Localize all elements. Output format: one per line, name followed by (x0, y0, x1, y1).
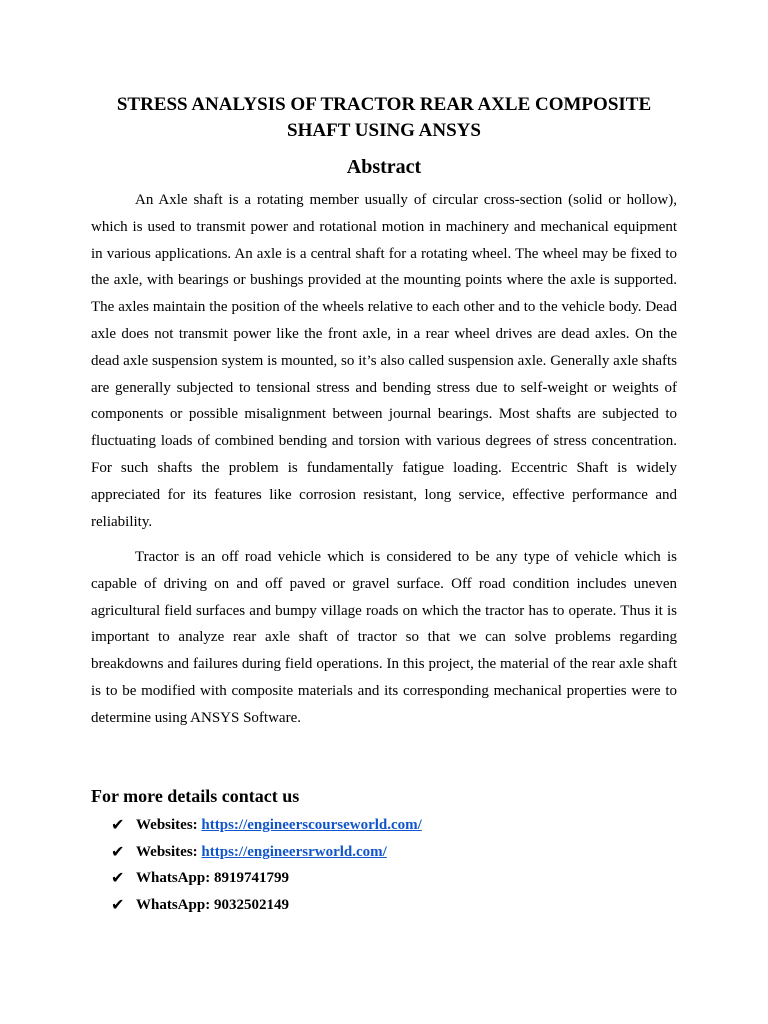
website-link-1[interactable]: https://engineerscourseworld.com/ (201, 817, 422, 833)
contact-label: WhatsApp: (136, 870, 214, 886)
checkmark-icon: ✔ (111, 815, 125, 834)
contact-label: Websites: (136, 817, 202, 833)
contact-list (91, 812, 422, 918)
checkmark-icon: ✔ (111, 894, 125, 914)
contact-label: WhatsApp: (136, 896, 214, 913)
abstract-heading: Abstract (346, 156, 422, 178)
title-line-2: SHAFT USING ANSYS (287, 120, 481, 141)
contact-item-website-1 (91, 812, 422, 839)
contact-heading: For more details contact us (91, 786, 300, 806)
document-title (80, 92, 688, 144)
abstract-paragraph-2: Tractor is an off road vehicle which is considered to be any type of vehicle which is capable of driving on and off paved or gravel surface. Off road condition includes uneven agricultural field surfaces and bumpy village roads on which the tractor has to operate. Thus it is important to analyze rear axle shaft of tractor so that we can solve problems regarding breakdowns and failures during field operations. In this project, the material of the rear axle shaft is to be modified with composite materials and its corresponding mechanical properties were to determine using ANSYS Software. (91, 549, 677, 726)
whatsapp-number-1: 8919741799 (213, 870, 289, 886)
contact-item-whatsapp-2 (91, 892, 422, 919)
checkmark-icon: ✔ (111, 841, 125, 861)
whatsapp-number-2: 9032502149 (213, 896, 289, 913)
title-line-1: STRESS ANALYSIS OF TRACTOR REAR AXLE COMPOSITE (116, 94, 652, 115)
contact-item-whatsapp-1 (91, 865, 422, 892)
contact-label: Websites: (136, 843, 202, 860)
abstract-paragraph-1: An Axle shaft is a rotating member usually of circular cross-section (solid or hollow), which is used to transmit power and rotational motion in machinery and mechanical equipment in various applications. An axle is a central shaft for a rotating wheel. The wheel may be fixed to the axle, with bearings or bushings provided at the mounting points where the axle is supported. The axles maintain the position of the wheels relative to each other and to the vehicle body. Dead axle does not transmit power like the front axle, in a rear wheel drives are dead axles. On the dead axle suspension system is mounted, so it’s also called suspension axle. Generally axle shafts are generally subjected to tensional stress and bending stress due to self-weight or weights of components or possible misalignment between journal bearings. Most shafts are subjected to fluctuating loads of combined bending and torsion with various degrees of stress concentration. For such shafts the problem is fundamentally fatigue loading. Eccentric Shaft is widely appreciated for its features like corrosion resistant, long service, effective performance and reliability. (91, 192, 677, 530)
website-link-2[interactable]: https://engineersrworld.com/ (201, 843, 387, 860)
checkmark-icon: ✔ (111, 868, 125, 887)
contact-item-website-2 (91, 839, 422, 866)
